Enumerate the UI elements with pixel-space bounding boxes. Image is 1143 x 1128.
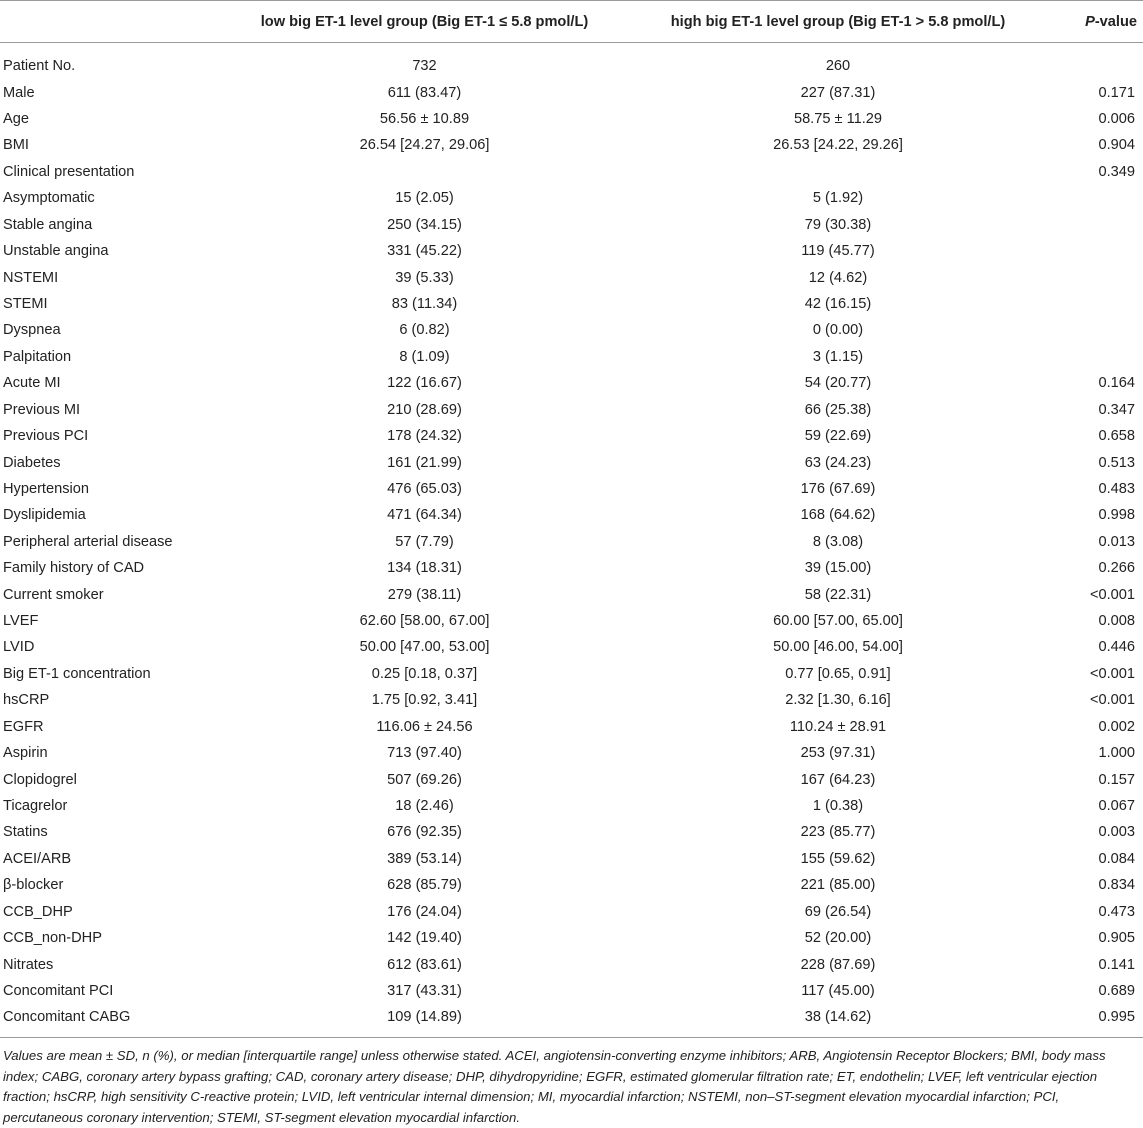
cell-p: 0.266: [1098, 560, 1135, 577]
cell-high: 167 (64.23): [800, 771, 876, 788]
header-low-group: low big ET-1 level group (Big ET-1 ≤ 5.8 pmol/L): [216, 1, 633, 43]
cell-label: Clinical presentation: [3, 163, 135, 180]
cell-p: [1043, 43, 1143, 80]
cell-p: 0.006: [1098, 111, 1135, 128]
cell-high: 38 (14.62): [633, 1004, 1043, 1037]
cell-label: Peripheral arterial disease: [3, 533, 173, 550]
table-body: [0, 43, 1143, 1038]
header-high-group: high big ET-1 level group (Big ET-1 > 5.8 pmol/L): [633, 1, 1043, 43]
cell-p: 0.689: [1098, 982, 1135, 999]
cell-label: Dyslipidemia: [3, 507, 86, 524]
header-p-rest: -value: [1094, 13, 1137, 30]
cell-label: Asymptomatic: [3, 190, 95, 207]
cell-label: Male: [3, 84, 35, 101]
cell-p: 0.513: [1098, 454, 1135, 471]
cell-label: Big ET-1 concentration: [3, 665, 151, 682]
table-row: [0, 238, 1143, 264]
cell-label: Patient No.: [3, 58, 76, 75]
cell-high: 69 (26.54): [804, 903, 872, 920]
cell-label: Acute MI: [3, 375, 61, 392]
cell-label: Clopidogrel: [3, 771, 77, 788]
table-row: [0, 951, 1143, 977]
cell-low: 116.06 ± 24.56: [376, 718, 473, 735]
cell-p: 0.995: [1043, 1004, 1143, 1037]
cell-label: STEMI: [3, 296, 48, 312]
table-row: [0, 317, 1143, 343]
cell-label: Ticagrelor: [3, 798, 68, 815]
table-row: [0, 502, 1143, 528]
cell-low: 62.60 [58.00, 67.00]: [359, 613, 490, 630]
cell-label: Age: [3, 111, 29, 128]
table-row: [0, 476, 1143, 502]
cell-p: 0.349: [1098, 163, 1135, 180]
cell-p: <0.001: [1089, 586, 1135, 603]
cell-high: 58.75 ± 11.29: [793, 111, 883, 128]
cell-label: Nitrates: [3, 956, 54, 973]
table-row: [0, 740, 1143, 766]
cell-p: 0.473: [1098, 903, 1135, 920]
cell-low: 134 (18.31): [387, 560, 462, 577]
cell-low: 476 (65.03): [387, 480, 462, 497]
cell-high: 221 (85.00): [800, 877, 876, 894]
cell-high: 1 (0.38): [812, 798, 864, 815]
cell-low: 507 (69.26): [387, 771, 462, 788]
cell-label: ACEI/ARB: [3, 850, 72, 867]
cell-label: LVEF: [3, 613, 39, 630]
table-row: [0, 846, 1143, 872]
cell-low: 50.00 [47.00, 53.00]: [359, 639, 490, 656]
cell-p: 0.658: [1098, 428, 1135, 445]
header-p-italic: P: [1085, 13, 1095, 30]
table-row: [0, 634, 1143, 660]
cell-label: LVID: [3, 639, 35, 656]
table-row: [0, 925, 1143, 951]
cell-high: 63 (24.23): [804, 454, 872, 471]
cell-high: [633, 159, 1043, 185]
table-row: [0, 449, 1143, 475]
cell-low: 26.54 [24.27, 29.06]: [359, 137, 490, 154]
cell-high: 52 (20.00): [804, 930, 872, 947]
table-row: [0, 159, 1143, 185]
cell-p: 0.067: [1098, 798, 1135, 815]
cell-high: 26.53 [24.22, 29.26]: [773, 137, 903, 154]
table-row: [0, 79, 1143, 105]
header-p-value: [1043, 1, 1143, 43]
cell-label: Stable angina: [3, 216, 93, 233]
cell-low: 122 (16.67): [387, 375, 462, 392]
table-row: [0, 43, 1143, 80]
cell-high: 12 (4.62): [808, 269, 868, 286]
table-row: [0, 899, 1143, 925]
cell-p: 0.446: [1098, 639, 1135, 656]
cell-low: 612 (83.61): [387, 956, 462, 973]
cell-high: 0 (0.00): [812, 322, 864, 339]
table-row: [0, 819, 1143, 845]
cell-low: [216, 159, 633, 185]
table-row: [0, 714, 1143, 740]
cell-low: 161 (21.99): [387, 454, 462, 471]
cell-label: Aspirin: [3, 745, 48, 762]
cell-p: [1043, 264, 1143, 290]
cell-p: 0.008: [1098, 613, 1135, 630]
cell-high: 0.77 [0.65, 0.91]: [785, 665, 891, 682]
cell-low: 611 (83.47): [387, 84, 462, 101]
table-row: [0, 264, 1143, 290]
cell-p: 1.000: [1098, 745, 1135, 762]
cell-label: Family history of CAD: [3, 560, 145, 577]
table-row: [0, 687, 1143, 713]
cell-label: CCB_non-DHP: [3, 930, 102, 947]
cell-high: 228 (87.69): [800, 956, 876, 973]
table-footnote: Values are mean ± SD, n (%), or median [interquartile range] unless otherwise stated. ACEI, angiotensin-converting enzyme inhibitors; ARB, Angiotensin Receptor Blockers; BMI, body mass index; CABG, coronary artery bypass grafting; CAD, coronary artery disease; DHP, dihydropyridine; EGFR, estimated glomerular filtration rate; ET, endothelin; LVEF, left ventricular ejection fraction; hsCRP, high sensitivity C-reactive protein; LVID, left ventricular internal dimension; MI, myocardial infarction; NSTEMI, non–ST-segment elevation myocardial infarction; PCI, percutaneous coronary intervention; STEMI, ST-segment elevation myocardial infarction.: [3, 1048, 1106, 1125]
cell-p: 0.157: [1098, 771, 1135, 788]
cell-high: 79 (30.38): [804, 216, 872, 233]
cell-low: 732: [412, 58, 437, 75]
cell-p: 0.834: [1098, 877, 1135, 894]
table-row: [0, 529, 1143, 555]
cell-low: 15 (2.05): [395, 190, 454, 207]
cell-low: 317 (43.31): [387, 982, 462, 999]
cell-high: 66 (25.38): [804, 401, 872, 418]
cell-high: 117 (45.00): [801, 982, 875, 999]
cell-high: 2.32 [1.30, 6.16]: [785, 692, 891, 709]
cell-p: 0.141: [1098, 956, 1135, 973]
cell-low: 142 (19.40): [387, 930, 462, 947]
cell-low: 8 (1.09): [399, 348, 450, 365]
cell-low: 18 (2.46): [395, 798, 454, 815]
cell-high: 227 (87.31): [800, 84, 876, 101]
cell-high: 260: [825, 58, 851, 75]
cell-low: 6 (0.82): [399, 322, 450, 339]
cell-label: hsCRP: [3, 692, 50, 709]
table-row: [0, 661, 1143, 687]
cell-p: 0.347: [1098, 401, 1135, 418]
cell-label: CCB_DHP: [3, 903, 73, 920]
cell-p: <0.001: [1089, 665, 1135, 682]
table-row: [0, 344, 1143, 370]
cell-low: 176 (24.04): [387, 903, 462, 920]
cell-label: BMI: [3, 137, 29, 154]
table-row: [0, 396, 1143, 422]
cell-high: 54 (20.77): [804, 375, 872, 392]
table-header: [0, 1, 1143, 43]
cell-high: 155 (59.62): [800, 850, 876, 867]
cell-high: 176 (67.69): [800, 480, 876, 497]
table-row: [0, 291, 1143, 317]
table-row: [0, 1004, 1143, 1037]
cell-p: 0.904: [1098, 137, 1135, 154]
table-row: [0, 370, 1143, 396]
cell-high: 110.24 ± 28.91: [789, 718, 887, 735]
cell-p: [1043, 317, 1143, 343]
cell-label: β-blocker: [3, 877, 64, 894]
cell-p: 0.171: [1098, 84, 1135, 101]
cell-low: 0.25 [0.18, 0.37]: [371, 665, 478, 682]
cell-p: 0.998: [1098, 507, 1135, 524]
cell-high: 42 (16.15): [804, 296, 872, 312]
cell-p: [1043, 344, 1143, 370]
cell-low: 628 (85.79): [387, 877, 462, 894]
cell-label: Previous MI: [3, 401, 81, 418]
cell-p: 0.483: [1098, 480, 1135, 497]
cell-high: 223 (85.77): [800, 824, 876, 841]
cell-low: 1.75 [0.92, 3.41]: [371, 692, 478, 709]
cell-low: 178 (24.32): [387, 428, 462, 445]
cell-label: Statins: [3, 824, 48, 841]
cell-low: 57 (7.79): [395, 533, 454, 550]
cell-low: 210 (28.69): [387, 401, 462, 418]
table-row: [0, 581, 1143, 607]
cell-p: 0.084: [1098, 850, 1135, 867]
cell-high: 119 (45.77): [801, 243, 875, 260]
cell-p: 0.164: [1098, 375, 1135, 392]
cell-p: [1043, 238, 1143, 264]
cell-label: EGFR: [3, 718, 44, 735]
cell-label: NSTEMI: [3, 269, 59, 286]
table-row: [0, 978, 1143, 1004]
cell-label: Dyspnea: [3, 322, 61, 339]
table-row: [0, 185, 1143, 211]
cell-low: 471 (64.34): [387, 507, 462, 524]
cell-low: 39 (5.33): [395, 269, 454, 286]
cell-high: 168 (64.62): [800, 507, 876, 524]
cell-p: 0.905: [1098, 930, 1135, 947]
table-row: [0, 872, 1143, 898]
cell-p: [1043, 185, 1143, 211]
cell-low: 676 (92.35): [387, 824, 462, 841]
table-row: [0, 608, 1143, 634]
cell-label: Diabetes: [3, 454, 61, 471]
cell-label: Concomitant CABG: [0, 1004, 216, 1037]
cell-low: 279 (38.11): [387, 586, 462, 603]
table-row: [0, 793, 1143, 819]
table-row: [0, 132, 1143, 158]
cell-high: 50.00 [46.00, 54.00]: [773, 639, 903, 656]
table-row: [0, 106, 1143, 132]
cell-label: Concomitant PCI: [3, 982, 114, 999]
cell-high: 253 (97.31): [800, 745, 876, 762]
cell-high: 39 (15.00): [804, 560, 872, 577]
cell-p: 0.002: [1098, 718, 1135, 735]
table-row: [0, 555, 1143, 581]
cell-label: Palpitation: [3, 348, 72, 365]
table-row: [0, 212, 1143, 238]
cell-label: Current smoker: [3, 586, 104, 603]
cell-low: 56.56 ± 10.89: [379, 111, 470, 128]
header-label: [0, 1, 216, 43]
cell-low: 83 (11.34): [391, 296, 458, 312]
header-row: [0, 1, 1143, 43]
cell-low: 109 (14.89): [216, 1004, 633, 1037]
cell-p: <0.001: [1089, 692, 1135, 709]
table-row: [0, 423, 1143, 449]
cell-low: 389 (53.14): [387, 850, 462, 867]
cell-p: [1043, 291, 1143, 317]
cell-high: 60.00 [57.00, 65.00]: [773, 613, 903, 630]
cell-label: Hypertension: [3, 480, 89, 497]
cell-low: 331 (45.22): [387, 243, 462, 260]
cell-high: 59 (22.69): [804, 428, 872, 445]
cell-low: 250 (34.15): [387, 216, 462, 233]
cell-label: Unstable angina: [3, 243, 109, 260]
cell-high: 5 (1.92): [812, 190, 864, 207]
cell-high: 58 (22.31): [804, 586, 872, 603]
cell-label: Previous PCI: [3, 428, 89, 445]
cell-p: [1043, 212, 1143, 238]
cell-high: 3 (1.15): [812, 348, 864, 365]
cell-low: 713 (97.40): [387, 745, 462, 762]
cell-high: 8 (3.08): [812, 533, 864, 550]
cell-p: 0.013: [1098, 533, 1135, 550]
cell-p: 0.003: [1098, 824, 1135, 841]
table-row: [0, 766, 1143, 792]
